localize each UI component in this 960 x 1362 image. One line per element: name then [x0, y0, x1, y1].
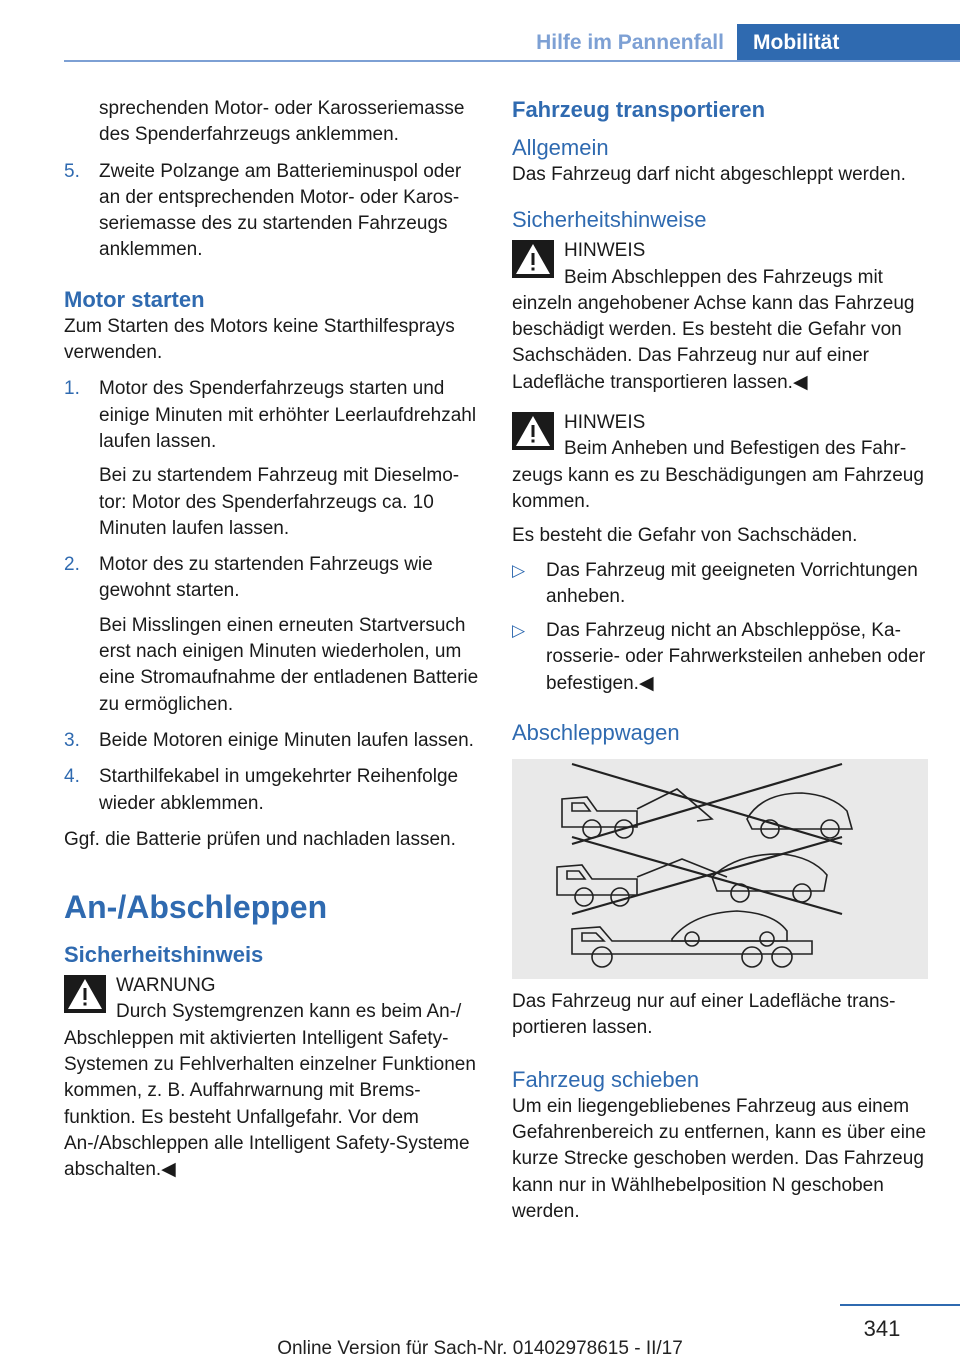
motor-step-2 [64, 552, 480, 718]
warning-label: WARNUNG [116, 975, 216, 997]
note-block-2 [512, 410, 928, 515]
right-column [512, 96, 928, 1225]
online-version-footer: Online Version für Sach-Nr. 01402978615 - II/17 [277, 1338, 683, 1359]
warning-text: Durch Systemgrenzen kann es beim An-/ Abschleppen mit aktivierten Intelligent Safety-Systemen zu Fehlverhalten einzelner Funktionen kommen, z. B. Auffahrwarnung mit Bremsfunktion. Es besteht Unfallgefahr. Vor dem An-/Abschleppen alle Intelligent Safety-Systeme abschalten.◀ [64, 1001, 476, 1181]
push-heading: Fahrzeug schieben [512, 1066, 700, 1092]
transport-heading: Fahrzeug transportieren [512, 97, 766, 122]
bullet-1-text: Das Fahrzeug mit geeigneten Vorrichtungen anheben. [546, 559, 918, 607]
bullet-2-text: Das Fahrzeug nicht an Abschleppöse, Karosserie- oder Fahrwerksteilen anheben oder befestigen.◀ [546, 620, 926, 694]
motor-step-4-text: Starthilfekabel in umgekehrter Reihenfolge wieder abklemmen. [99, 766, 459, 814]
header-rule [64, 60, 960, 62]
warning-triangle-icon [512, 412, 554, 450]
note-1-text: Beim Abschleppen des Fahrzeugs mit einzeln angehobener Achse kann das Fahrzeug beschädigt werden. Es besteht die Gefahr von Sachschäden. Das Fahrzeug nur auf einer Ladefläche transportieren lassen.◀ [512, 266, 915, 393]
motor-step-1 [64, 376, 480, 542]
motor-step-1-note: Bei zu startendem Fahrzeug mit Dieselmotor: Motor des Spenderfahrzeugs ca. 10 Minuten laufen lassen. [99, 465, 460, 539]
left-column [64, 96, 480, 1184]
step-5-text: Zweite Polzange am Batterieminuspol oder an der entsprechenden Motor- oder Karosseriemasse des zu startenden Fahrzeugs anklemmen. [99, 160, 462, 261]
bullet-triangle-icon: ▷ [512, 560, 526, 580]
safety-notes-heading: Sicherheitshinweise [512, 207, 707, 233]
motor-start-intro: Zum Starten des Motors keine Starthilfesprays verwenden. [64, 315, 455, 364]
towing-safety-heading: Sicherheitshinweis [64, 942, 264, 968]
damage-risk-text: Es besteht die Gefahr von Sachschäden. [512, 525, 858, 547]
tow-truck-illustration [512, 759, 928, 979]
general-text: Das Fahrzeug darf nicht abgeschleppt werden. [512, 164, 906, 185]
note-block-1 [512, 238, 928, 396]
warning-triangle-icon [512, 240, 554, 278]
general-heading: Allgemein [512, 135, 609, 160]
tow-truck-heading: Abschleppwagen [512, 720, 680, 746]
header-chapter-tab: Mobilität [737, 24, 960, 62]
bullet-triangle-icon: ▷ [512, 621, 526, 641]
motor-step-3 [64, 728, 480, 754]
motor-step-1-number: 1. [64, 378, 80, 400]
tow-caption: Das Fahrzeug nur auf einer Ladefläche transportieren lassen. [512, 991, 896, 1039]
motor-step-4-number: 4. [64, 766, 80, 788]
header-section-tab: Hilfe im Pannenfall [536, 31, 724, 54]
footer-rule [840, 1304, 960, 1306]
motor-step-3-number: 3. [64, 729, 80, 751]
motor-start-heading: Motor starten [64, 286, 205, 312]
note-2-text: Beim Anheben und Befestigen des Fahrzeugs kann es zu Beschädigungen am Fahrzeug kommen. [512, 438, 924, 512]
battery-check-text: Ggf. die Batterie prüfen und nachladen lassen. [64, 828, 456, 850]
note-1-label: HINWEIS [564, 240, 646, 262]
motor-step-2-text: Motor des zu startenden Fahrzeugs wie gewohnt starten. [99, 554, 433, 602]
warning-triangle-icon [64, 975, 106, 1013]
motor-step-2-note: Bei Misslingen einen erneuten Startversuch erst nach einigen Minuten wiederholen, um eine Stromaufnahme der entladenen Batterie zu ermöglichen. [99, 614, 479, 715]
bullet-item [512, 558, 928, 611]
push-text: Um ein liegengebliebenes Fahrzeug aus einem Gefahrenbereich zu entfernen, kann es über eine kurze Strecke geschoben werden. Das Fahrzeug kann nur in Wählhebelposition N geschoben werden. [512, 1095, 927, 1222]
step-5-number: 5. [64, 160, 80, 182]
note-2-label: HINWEIS [564, 412, 646, 434]
motor-step-3-text: Beide Motoren einige Minuten laufen lassen. [99, 729, 474, 751]
motor-step-2-number: 2. [64, 554, 80, 576]
tow-truck-drawing [512, 759, 928, 979]
bullet-item [512, 618, 928, 697]
step4-continuation: sprechenden Motor- oder Karosseriemasse des Spenderfahrzeugs anklemmen. [99, 98, 465, 146]
towing-heading: An-/Abschleppen [64, 889, 328, 926]
page-number: 341 [863, 1316, 901, 1341]
motor-step-4 [64, 764, 480, 817]
motor-step-1-text: Motor des Spenderfahrzeugs starten und einige Minuten mit erhöhter Leerlaufdrehzahl laufen lassen. [99, 378, 477, 452]
step-5 [64, 159, 480, 264]
warning-block [64, 973, 480, 1183]
